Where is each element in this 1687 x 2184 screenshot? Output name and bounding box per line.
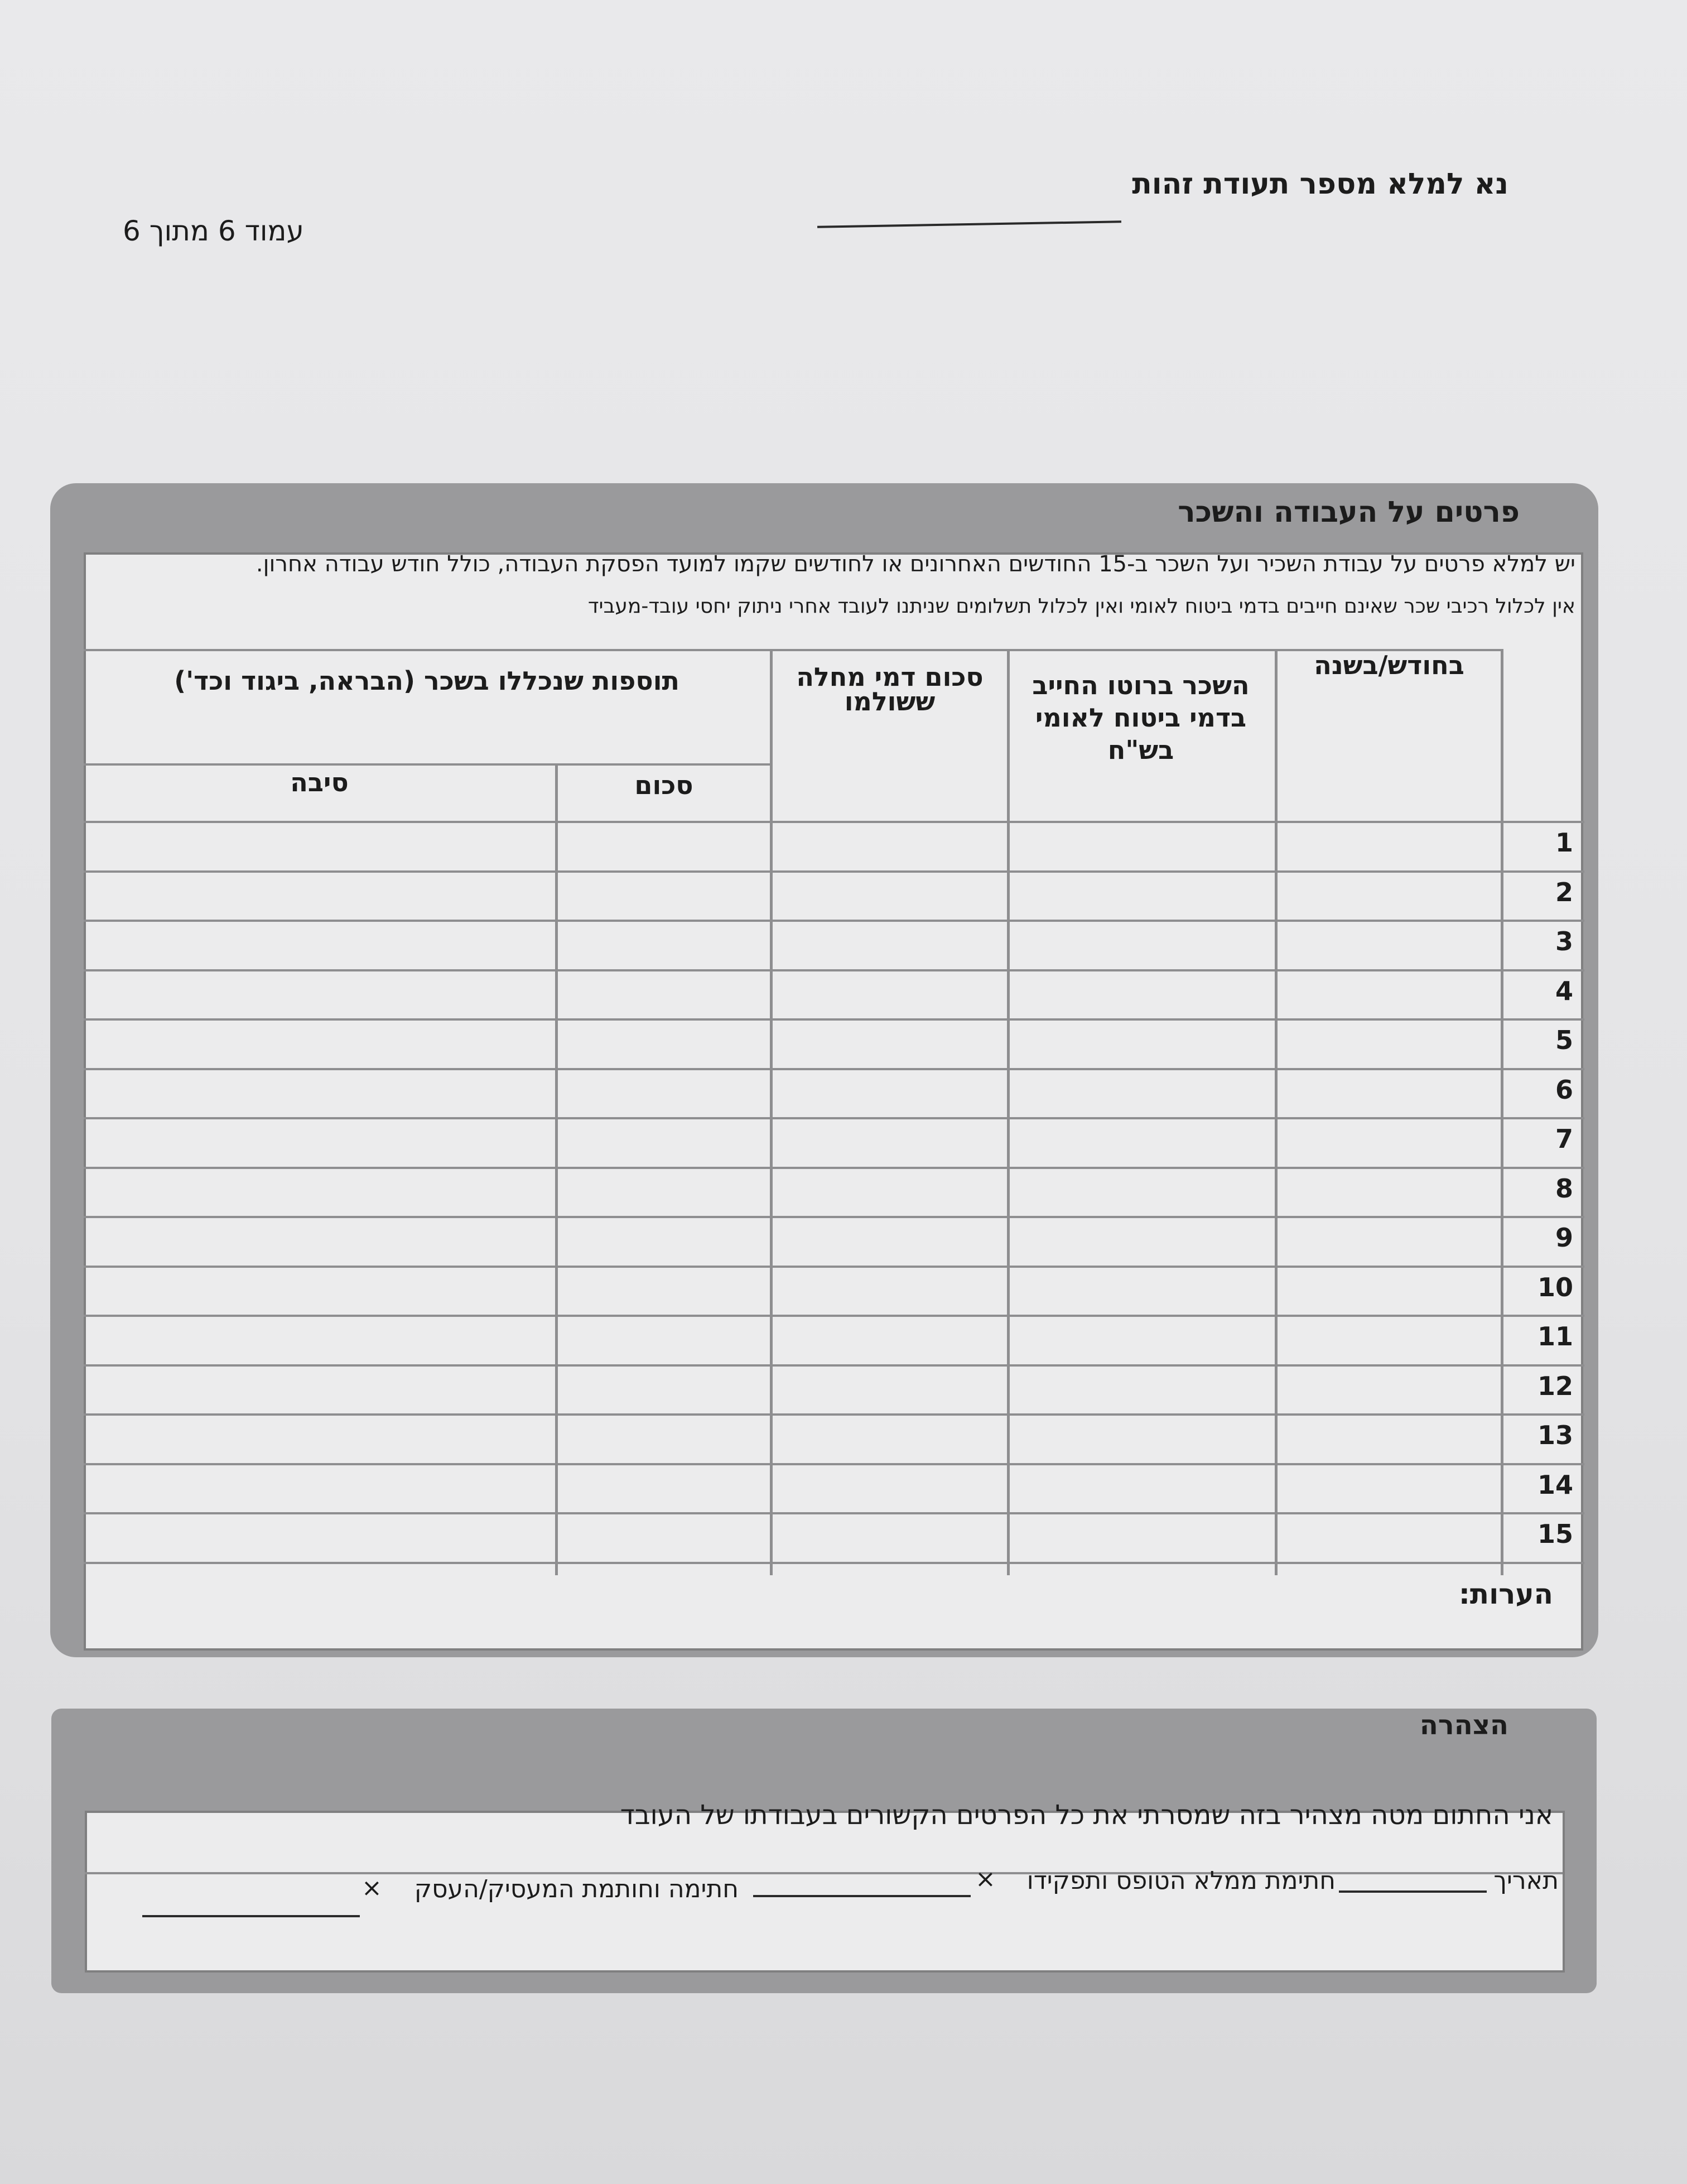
declaration-title: הצהרה [1419,1710,1508,1741]
notes-label: הערות: [1458,1578,1553,1610]
row-line [84,1068,1584,1070]
row-number: 7 [1555,1124,1573,1154]
row-number: 14 [1537,1469,1573,1500]
col-divider [1275,649,1278,1575]
header-additions: תוספות שנכללו בשכר (הבראה, ביגוד וכד') [174,666,679,696]
row-line [84,969,1584,971]
row-line [84,1117,1584,1119]
row-number: 3 [1555,926,1573,956]
row-line [84,1018,1584,1021]
x-mark-icon: × [362,1874,382,1902]
row-line [84,1562,1584,1564]
row-number: 13 [1537,1420,1573,1450]
row-line [84,1364,1584,1367]
row-number: 2 [1555,877,1573,907]
employer-signature-field[interactable] [142,1915,360,1917]
row-number: 10 [1537,1272,1573,1302]
row-number: 6 [1555,1074,1573,1105]
exclusion-note: אין לכלול רכיבי שכר שאינם חייבים בדמי ביטוח לאומי ואין לכלול תשלומים שניתנו לעובד אחרי ניתוק יחסי עובד-מעביד [587,595,1575,618]
filler-signature-label: חתימת ממלא הטופס ותפקידו [1026,1866,1336,1895]
col-divider [1007,649,1010,1575]
col-divider [555,763,558,1575]
section-title: פרטים על העבודה והשכר [1178,496,1520,529]
date-label: תאריך [1493,1866,1559,1895]
col-divider [770,649,773,1575]
col-divider [1501,649,1503,1575]
row-number: 5 [1555,1025,1573,1055]
row-number: 4 [1555,975,1573,1006]
row-line [84,1413,1584,1416]
row-number: 11 [1537,1321,1573,1351]
row-line [84,1512,1584,1514]
employer-signature-label: חתימה וחותמת המעסיק/העסק [414,1875,739,1903]
row-line [84,821,1584,823]
header-sick-pay: סכום דמי מחלה ששולמו [796,662,984,716]
row-line [84,1167,1584,1169]
row-number: 9 [1555,1223,1573,1253]
header-month-year: בחודש/בשנה [1314,650,1464,680]
row-line [84,870,1584,873]
header-amount: סכום [634,770,693,800]
declaration-divider [85,1872,1563,1874]
row-line [84,1216,1584,1218]
header-gross-salary: השכר ברוטו החייב בדמי ביטוח לאומי בש"ח [1032,670,1250,765]
page-indicator: עמוד 6 מתוך 6 [123,215,304,247]
filler-signature-field[interactable] [753,1895,971,1897]
id-number-label: נא למלא מספר תעודת זהות [1132,167,1508,201]
salary-table [84,649,1584,1581]
header-reason: סיבה [290,767,349,797]
row-line [84,920,1584,922]
subheader-line [84,763,773,766]
row-number: 15 [1537,1519,1573,1549]
x-mark-icon: × [975,1865,996,1893]
id-number-field[interactable] [817,220,1121,228]
declaration-text: אני החתום מטה מצהיר בזה שמסרתי את כל הפרטים הקשורים בעבודתו של העובד [620,1800,1553,1831]
instructions-text: יש למלא פרטים על עבודת השכיר ועל השכר ב-15 החודשים האחרונים או לחודשים שקמו למועד הפסקת העבודה, כולל חודש עבודה אחרון. [256,551,1575,577]
row-line [84,1266,1584,1268]
row-number: 12 [1537,1370,1573,1401]
date-field[interactable] [1339,1890,1487,1893]
row-line [84,1315,1584,1317]
row-number: 1 [1555,828,1573,858]
row-line [84,1463,1584,1465]
row-number: 8 [1555,1173,1573,1204]
